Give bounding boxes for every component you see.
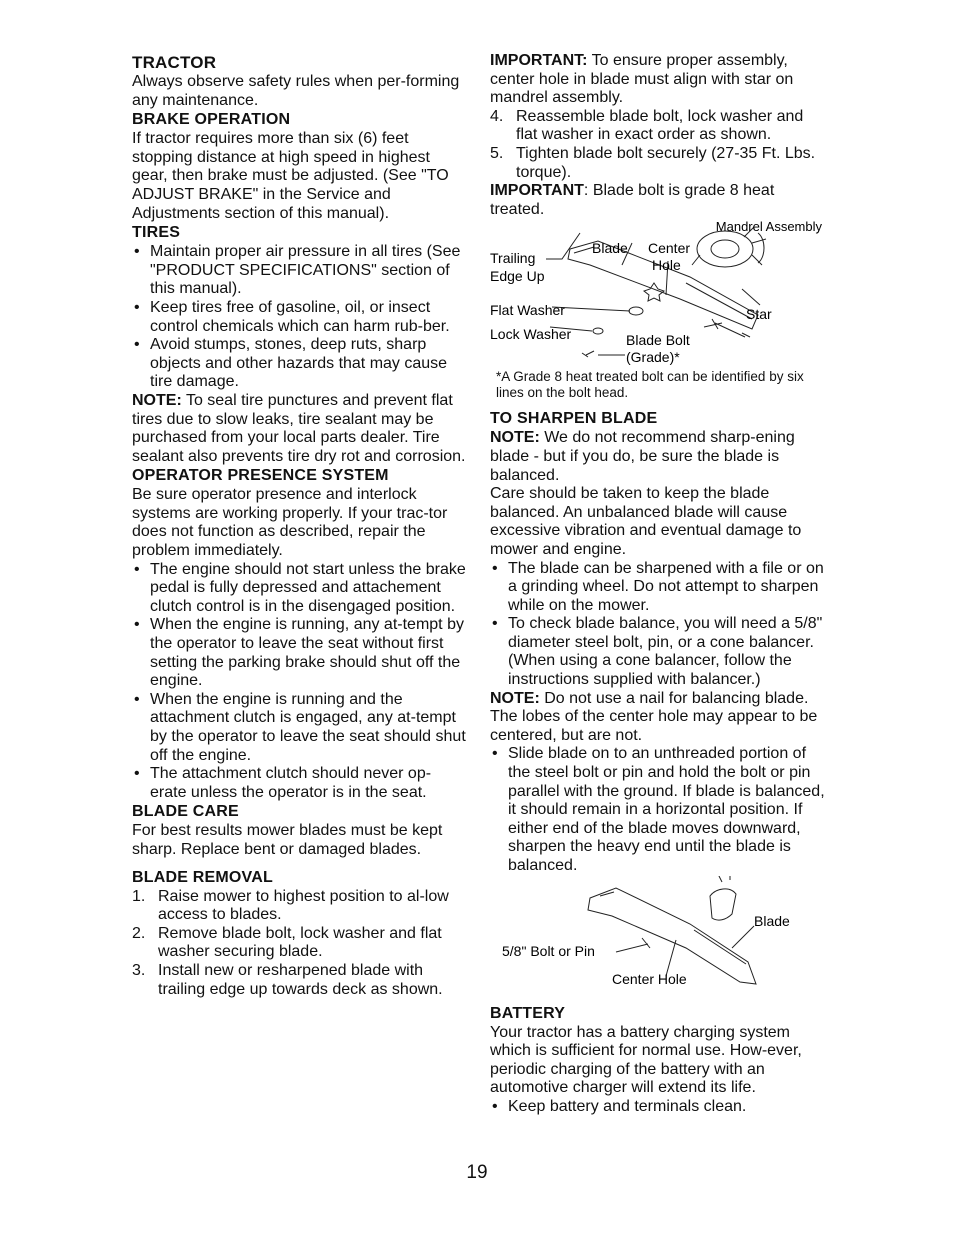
blade-bolt-icon (712, 319, 750, 337)
sharpen-blade-heading: TO SHARPEN BLADE (490, 410, 658, 428)
blade-balance-diagram (490, 876, 826, 1002)
label-blade-bolt: Blade Bolt (626, 332, 690, 349)
label-trailing: Trailing (490, 250, 536, 267)
list-item: • Keep battery and terminals clean. (490, 1098, 826, 1117)
sharpen-text: Care should be taken to keep the blade balanced. An unbalanced blade will cause excessive vibration and eventual damage to mower and engine. (490, 485, 802, 558)
list-item: • Slide blade on to an unthreaded portion of the steel bolt or pin and hold the bolt or pin parallel with the ground. If blade is balanced, it should remain in a horizontal position. If either end of the blade moves downward, sharpen the heavy end until the blade is balanced. (490, 745, 826, 875)
list-item: 2. Remove blade bolt, lock washer and flat washer securing blade. (132, 924, 442, 961)
right-column (490, 52, 826, 1117)
label-star: Star (746, 306, 772, 323)
grade-footnote: *A Grade 8 heat treated bolt can be identified by six lines on the bolt head. (496, 369, 804, 401)
list-item: • Avoid stumps, stones, deep ruts, sharp objects and other hazards that may cause tire damage. (132, 336, 467, 392)
brake-operation-text: If tractor requires more than six (6) feet stopping distance at high speed in highest gear, then brake must be adjusted. (See "TO ADJUST BRAKE" in the Service and Adjustments section of this manual). (132, 130, 449, 222)
list-item: • When the engine is running and the attachment clutch is engaged, any at-tempt by the operator to leave the seat should shut off the engine. (132, 691, 467, 765)
label-flat-washer: Flat Washer (490, 302, 565, 319)
sharpen-note (490, 429, 826, 485)
list-item: • The blade can be sharpened with a file or on a grinding wheel. Do not attempt to sharpen while on the mower. (490, 560, 826, 616)
important-label: IMPORTANT: (490, 52, 588, 69)
battery-text: Your tractor has a battery charging system which is sufficient for normal use. How-ever, periodic charging of the battery with an automotive charger will extend its life. (490, 1023, 802, 1097)
tires-list (132, 243, 467, 392)
note-text: We do not recommend sharp-ening blade - but if you do, be sure the blade is balanced. (490, 429, 795, 484)
label-center-hole: Center Hole (612, 970, 687, 987)
list-item: 5. Tighten blade bolt securely (27-35 Ft. Lbs. torque). (490, 144, 816, 181)
important-assembly (490, 52, 826, 108)
important-grade (490, 182, 826, 219)
tractor-heading: TRACTOR (132, 53, 217, 72)
label-blade: Blade (754, 912, 790, 929)
note-label: NOTE: (490, 689, 540, 707)
list-item: 1. Raise mower to highest position to al-low access to blades. (132, 887, 449, 924)
blade-removal-heading: BLADE REMOVAL (132, 868, 273, 886)
important-text: : Blade bolt is grade 8 heat treated. (490, 182, 775, 218)
battery-heading: BATTERY (490, 1004, 566, 1022)
operator-presence-heading: OPERATOR PRESENCE SYSTEM (132, 467, 389, 485)
flat-washer-icon (629, 307, 643, 315)
left-column (132, 52, 467, 999)
tires-note (132, 392, 467, 466)
reassembly-steps (490, 108, 826, 182)
sharpen-list (490, 560, 826, 690)
list-item: • Keep tires free of gasoline, oil, or insect control chemicals which can harm rub-ber. (132, 299, 467, 336)
label-hole: Hole (652, 257, 681, 274)
list-item: • The engine should not start unless the brake pedal is fully depressed and attachement clutch control is in the disengaged position. (132, 561, 467, 617)
important-label: IMPORTANT (490, 182, 584, 200)
page-number: 19 (466, 1162, 488, 1183)
tires-heading: TIRES (132, 224, 181, 242)
label-blade: Blade (592, 240, 628, 257)
list-item: 3. Install new or resharpened blade with trailing edge up towards deck as shown. (132, 961, 443, 998)
bolt-icon (616, 938, 650, 952)
operator-presence-list (132, 561, 467, 803)
label-grade: (Grade)* (626, 349, 680, 366)
note-label: NOTE: (490, 429, 540, 447)
list-item: • The attachment clutch should never op-erate unless the operator is in the seat. (132, 765, 467, 802)
lock-washer-icon (593, 328, 603, 334)
note-label: NOTE: (132, 391, 182, 409)
nail-note (490, 690, 826, 746)
balance-list (490, 745, 826, 875)
label-bolt-or-pin: 5/8" Bolt or Pin (502, 942, 595, 959)
note-text: To seal tire punctures and prevent flat tires due to slow leaks, tire sealant may be purchased from your local parts dealer. Tire sealant also prevents tire dry rot and corrosion. (132, 391, 466, 465)
tractor-text: Always observe safety rules when per-forming any maintenance. (132, 73, 460, 109)
blade-shape-icon (588, 888, 756, 984)
blade-assembly-diagram (490, 219, 826, 369)
brake-operation-heading: BRAKE OPERATION (132, 111, 291, 129)
label-edge-up: Edge Up (490, 268, 545, 285)
label-mandrel-assembly: Mandrel Assembly (715, 219, 822, 235)
label-center: Center (648, 240, 691, 257)
important-text: To ensure proper assembly, center hole in blade must align with star on mandrel assembly. (490, 52, 794, 107)
blade-care-heading: BLADE CARE (132, 803, 239, 821)
list-item: 4. Reassemble blade bolt, lock washer and flat washer in exact order as shown. (490, 107, 804, 144)
list-item: • When the engine is running, any at-tempt by the operator to leave the seat without first setting the parking brake should shut off the engine. (132, 616, 467, 690)
list-item: • Maintain proper air pressure in all tires (See "PRODUCT SPECIFICATIONS" section of this manual). (132, 243, 467, 299)
operator-presence-text: Be sure operator presence and interlock systems are working properly. If your trac-tor does not function as described, repair the problem immediately. (132, 486, 448, 560)
hand-icon (710, 876, 736, 920)
blade-removal-steps (132, 888, 467, 1000)
list-item: • To check blade balance, you will need a 5/8" diameter steel bolt, pin, or a cone balancer. (When using a cone balancer, follow the instructions supplied with balancer.) (490, 615, 826, 689)
label-lock-washer: Lock Washer (490, 326, 572, 343)
note-text: Do not use a nail for balancing blade. The lobes of the center hole may appear to be centered, but are not. (490, 689, 818, 744)
battery-list (490, 1098, 826, 1117)
blade-care-text: For best results mower blades must be kept sharp. Replace bent or damaged blades. (132, 822, 443, 858)
